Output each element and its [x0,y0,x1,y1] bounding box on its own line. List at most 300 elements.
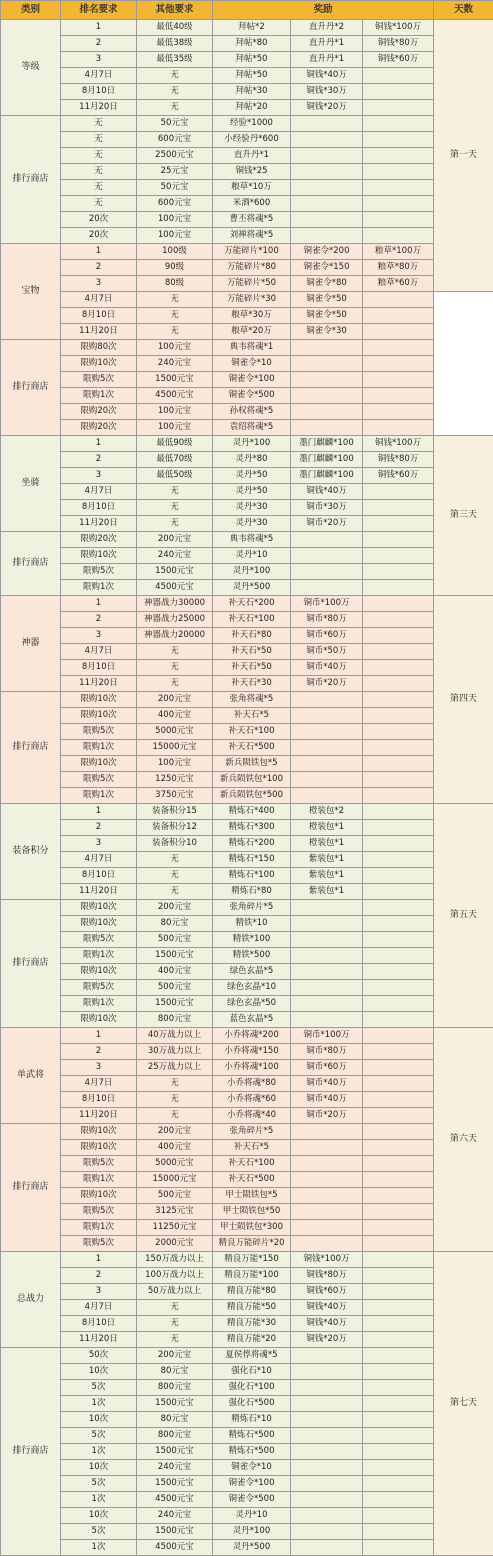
reward-cell [291,388,363,404]
category-cell: 神器 [1,596,61,692]
reward-cell [363,1428,434,1444]
table-row [1,740,493,756]
reward-cell: 铜雀令*30 [291,324,363,340]
rank-cell: 无 [61,148,137,164]
table-row [1,100,493,116]
requirement-cell: 240元宝 [137,356,213,372]
rank-cell: 限购5次 [61,980,137,996]
reward-cell: 拜帖*80 [213,36,291,52]
rank-cell: 2 [61,820,137,836]
table-row [1,388,493,404]
requirement-cell: 无 [137,308,213,324]
reward-cell: 拜帖*50 [213,52,291,68]
header-reward: 奖励 [213,1,434,20]
reward-cell [291,212,363,228]
rank-cell: 8月10日 [61,500,137,516]
table-row [1,308,493,324]
reward-cell [363,1124,434,1140]
reward-cell [291,1140,363,1156]
reward-cell [363,772,434,788]
reward-cell: 铜钱*60万 [291,1284,363,1300]
reward-cell: 张角将魂*5 [213,692,291,708]
reward-cell [291,964,363,980]
table-row [1,932,493,948]
requirement-cell: 无 [137,84,213,100]
requirement-cell: 200元宝 [137,1348,213,1364]
reward-cell [363,612,434,628]
rank-cell: 1 [61,436,137,452]
reward-cell [291,404,363,420]
requirement-cell: 100元宝 [137,420,213,436]
reward-cell [291,116,363,132]
requirement-cell: 5000元宝 [137,1156,213,1172]
reward-cell: 粮草*80万 [363,260,434,276]
reward-cell [363,868,434,884]
table-row [1,1348,493,1364]
requirement-cell: 800元宝 [137,1380,213,1396]
rank-cell: 限购1次 [61,948,137,964]
requirement-cell: 最低90级 [137,436,213,452]
table-row [1,1412,493,1428]
reward-cell: 典韦将魂*1 [213,340,291,356]
reward-cell: 铜币*50万 [291,644,363,660]
requirement-cell: 80元宝 [137,916,213,932]
reward-cell [363,1188,434,1204]
rank-cell: 2 [61,1044,137,1060]
reward-cell: 孙权将魂*5 [213,404,291,420]
reward-cell: 补天石*30 [213,676,291,692]
table-row [1,164,493,180]
requirement-cell: 40万战力以上 [137,1028,213,1044]
reward-cell [363,1268,434,1284]
category-cell: 排行商店 [1,116,61,244]
reward-cell: 精炼石*400 [213,804,291,820]
table-row [1,996,493,1012]
rank-cell: 无 [61,180,137,196]
rank-cell: 限购20次 [61,532,137,548]
requirement-cell: 25元宝 [137,164,213,180]
reward-cell: 粮草*100万 [363,244,434,260]
rank-cell: 限购10次 [61,708,137,724]
reward-cell [363,644,434,660]
requirement-cell: 无 [137,516,213,532]
requirement-cell: 装备积分12 [137,820,213,836]
reward-cell: 铜币*80万 [291,1044,363,1060]
rank-cell: 3 [61,628,137,644]
reward-cell [363,1300,434,1316]
reward-cell [363,1460,434,1476]
requirement-cell: 5000元宝 [137,724,213,740]
reward-cell: 蓝色玄晶*5 [213,1012,291,1028]
rank-cell: 20次 [61,228,137,244]
reward-cell [291,1348,363,1364]
requirement-cell: 1250元宝 [137,772,213,788]
reward-cell: 铜币*60万 [291,1060,363,1076]
rank-cell: 1次 [61,1444,137,1460]
reward-cell [363,1396,434,1412]
reward-cell: 补天石*50 [213,644,291,660]
requirement-cell: 500元宝 [137,932,213,948]
rank-cell: 8月10日 [61,308,137,324]
reward-cell [363,916,434,932]
reward-cell [291,724,363,740]
table-row [1,420,493,436]
requirement-cell: 无 [137,868,213,884]
reward-cell: 直升丹*2 [291,20,363,36]
reward-cell: 灵丹*10 [213,548,291,564]
requirement-cell: 4500元宝 [137,1492,213,1508]
reward-cell [363,1060,434,1076]
requirement-cell: 25万战力以上 [137,1060,213,1076]
reward-cell [363,996,434,1012]
reward-cell [363,1508,434,1524]
reward-cell: 铜钱*20万 [291,1332,363,1348]
reward-cell: 墨门麒麟*100 [291,452,363,468]
table-row [1,1508,493,1524]
reward-cell [363,1316,434,1332]
table-row [1,1012,493,1028]
reward-cell [291,1220,363,1236]
requirement-cell: 600元宝 [137,196,213,212]
table-row [1,660,493,676]
reward-cell [291,1124,363,1140]
category-cell: 单武将 [1,1028,61,1124]
reward-cell: 铜钱*100万 [363,436,434,452]
reward-cell [291,1444,363,1460]
table-row [1,1524,493,1540]
reward-cell [291,996,363,1012]
reward-cell: 铜钱*40万 [291,1316,363,1332]
reward-cell: 精良万能*100 [213,1268,291,1284]
table-row [1,1140,493,1156]
requirement-cell: 50元宝 [137,116,213,132]
requirement-cell: 100元宝 [137,212,213,228]
reward-cell: 精良万能碎片*20 [213,1236,291,1252]
reward-cell [291,740,363,756]
table-row [1,1444,493,1460]
reward-cell: 铜雀令*50 [291,308,363,324]
table-row [1,468,493,484]
reward-cell [363,580,434,596]
reward-cell [363,964,434,980]
reward-cell: 小乔将魂*200 [213,1028,291,1044]
requirement-cell: 1500元宝 [137,996,213,1012]
requirement-cell: 3750元宝 [137,788,213,804]
reward-cell: 灵丹*10 [213,1508,291,1524]
reward-cell: 精炼石*80 [213,884,291,900]
table-row [1,276,493,292]
reward-cell: 新兵陨铁包*500 [213,788,291,804]
requirement-cell: 无 [137,644,213,660]
requirement-cell: 50万战力以上 [137,1284,213,1300]
table-row [1,1044,493,1060]
reward-cell: 铜钱*80万 [363,452,434,468]
day-cell: 第七天 [434,1252,493,1556]
requirement-cell: 最低40级 [137,20,213,36]
requirement-cell: 100级 [137,244,213,260]
reward-cell [363,228,434,244]
header-category: 类别 [1,1,61,20]
reward-cell [291,1204,363,1220]
reward-cell [363,1236,434,1252]
reward-cell: 精良万能*150 [213,1252,291,1268]
requirement-cell: 无 [137,1092,213,1108]
reward-cell: 铜雀令*100 [213,372,291,388]
reward-cell: 曹丕将魂*5 [213,212,291,228]
reward-cell: 粮草*10万 [213,180,291,196]
reward-cell: 经验*1000 [213,116,291,132]
reward-cell [363,180,434,196]
table-row [1,68,493,84]
requirement-cell: 11250元宝 [137,1220,213,1236]
reward-cell [291,1172,363,1188]
category-cell: 装备积分 [1,804,61,900]
reward-cell: 补天石*100 [213,1156,291,1172]
table-row [1,1236,493,1252]
table-row [1,36,493,52]
reward-cell [363,1348,434,1364]
requirement-cell: 1500元宝 [137,564,213,580]
table-row [1,804,493,820]
requirement-cell: 无 [137,68,213,84]
rank-cell: 3 [61,276,137,292]
table-row [1,1220,493,1236]
rank-cell: 4月7日 [61,68,137,84]
reward-cell [363,500,434,516]
rank-cell: 限购1次 [61,1220,137,1236]
rank-cell: 限购1次 [61,996,137,1012]
reward-cell [363,324,434,340]
requirement-cell: 30万战力以上 [137,1044,213,1060]
table-row [1,1124,493,1140]
reward-cell: 万能碎片*80 [213,260,291,276]
table-row [1,212,493,228]
reward-cell: 小乔将魂*80 [213,1076,291,1092]
table-row [1,724,493,740]
reward-cell [363,1076,434,1092]
reward-cell [291,1508,363,1524]
reward-cell: 铜钱*25 [213,164,291,180]
reward-cell [291,1540,363,1556]
reward-cell: 铜币*100万 [291,596,363,612]
requirement-cell: 无 [137,500,213,516]
reward-cell [363,116,434,132]
reward-cell: 灵丹*500 [213,1540,291,1556]
rank-cell: 限购5次 [61,724,137,740]
reward-cell [363,372,434,388]
reward-cell: 刘禅将魂*5 [213,228,291,244]
table-row [1,692,493,708]
table-row [1,52,493,68]
rank-cell: 2 [61,612,137,628]
table-row [1,548,493,564]
reward-cell [363,100,434,116]
reward-cell: 精炼石*10 [213,1412,291,1428]
requirement-cell: 4500元宝 [137,1540,213,1556]
rank-cell: 限购10次 [61,1188,137,1204]
reward-cell: 紫装包*1 [291,884,363,900]
reward-cell [363,1012,434,1028]
reward-cell: 夏侯惇将魂*5 [213,1348,291,1364]
reward-cell: 铜雀令*80 [291,276,363,292]
reward-cell: 粮草*60万 [363,276,434,292]
category-cell: 排行商店 [1,1348,61,1556]
requirement-cell: 神器战力30000 [137,596,213,612]
requirement-cell: 最低38级 [137,36,213,52]
requirement-cell: 200元宝 [137,1124,213,1140]
reward-cell: 拜帖*50 [213,68,291,84]
reward-cell: 精炼石*500 [213,1444,291,1460]
reward-cell: 铜雀令*100 [213,1476,291,1492]
reward-cell: 铜雀令*10 [213,1460,291,1476]
table-row [1,404,493,420]
reward-cell: 新兵陨铁包*100 [213,772,291,788]
table-row [1,756,493,772]
reward-cell: 精炼石*200 [213,836,291,852]
table-row [1,612,493,628]
reward-cell: 精炼石*500 [213,1428,291,1444]
table-row [1,916,493,932]
reward-cell: 甲士陨铁包*5 [213,1188,291,1204]
reward-cell: 橙装包*2 [291,804,363,820]
reward-cell: 灵丹*50 [213,484,291,500]
rank-cell: 限购5次 [61,1156,137,1172]
reward-cell [291,420,363,436]
table-row [1,1156,493,1172]
reward-cell: 精良万能*50 [213,1300,291,1316]
reward-cell: 铜雀令*150 [291,260,363,276]
table-row [1,868,493,884]
requirement-cell: 80元宝 [137,1364,213,1380]
reward-cell: 橙装包*1 [291,820,363,836]
requirement-cell: 无 [137,292,213,308]
reward-cell [363,708,434,724]
rank-cell: 4月7日 [61,852,137,868]
table-row [1,676,493,692]
reward-cell: 强化石*500 [213,1396,291,1412]
reward-cell [363,596,434,612]
reward-cell [291,1188,363,1204]
requirement-cell: 4500元宝 [137,388,213,404]
reward-cell: 绿色玄晶*10 [213,980,291,996]
requirement-cell: 100元宝 [137,756,213,772]
reward-cell: 补天石*50 [213,660,291,676]
rank-cell: 8月10日 [61,1316,137,1332]
reward-cell [363,676,434,692]
reward-cell [291,164,363,180]
reward-cell: 补天石*200 [213,596,291,612]
reward-cell [291,580,363,596]
reward-cell: 袁绍将魂*5 [213,420,291,436]
category-cell: 排行商店 [1,532,61,596]
day-cell: 第四天 [434,596,493,804]
rank-cell: 1次 [61,1540,137,1556]
reward-cell: 铜钱*60万 [363,468,434,484]
reward-cell [291,1156,363,1172]
requirement-cell: 1500元宝 [137,1444,213,1460]
requirement-cell: 4500元宝 [137,580,213,596]
table-row [1,628,493,644]
rank-cell: 无 [61,196,137,212]
rank-cell: 1 [61,1028,137,1044]
table-row [1,948,493,964]
table-row [1,980,493,996]
rank-cell: 限购10次 [61,1012,137,1028]
table-row [1,1332,493,1348]
table-row [1,852,493,868]
reward-cell [363,724,434,740]
reward-cell [363,884,434,900]
table-row [1,1188,493,1204]
reward-cell: 拜帖*30 [213,84,291,100]
rank-cell: 无 [61,164,137,180]
table-row [1,1476,493,1492]
rank-cell: 限购5次 [61,372,137,388]
table-body [1,20,493,1556]
rank-cell: 11月20日 [61,1332,137,1348]
rank-cell: 11月20日 [61,324,137,340]
rank-cell: 限购10次 [61,1124,137,1140]
reward-cell: 铜币*80万 [291,612,363,628]
rank-cell: 无 [61,132,137,148]
reward-cell: 补天石*500 [213,740,291,756]
requirement-cell: 无 [137,100,213,116]
requirement-cell: 15000元宝 [137,1172,213,1188]
reward-cell: 铜雀令*50 [291,292,363,308]
reward-cell: 甲士陨铁包*50 [213,1204,291,1220]
requirement-cell: 1500元宝 [137,948,213,964]
reward-cell [291,340,363,356]
reward-cell [291,708,363,724]
category-cell: 总战力 [1,1252,61,1348]
rank-cell: 20次 [61,212,137,228]
reward-cell [363,1412,434,1428]
reward-cell: 铜钱*40万 [291,1300,363,1316]
reward-cell [291,148,363,164]
rank-cell: 11月20日 [61,100,137,116]
reward-cell [363,1284,434,1300]
header-row [1,1,493,20]
reward-cell: 灵丹*100 [213,1524,291,1540]
table-row [1,1252,493,1268]
reward-cell: 补天石*5 [213,1140,291,1156]
reward-cell: 铜雀令*200 [291,244,363,260]
reward-cell [363,820,434,836]
reward-cell [363,548,434,564]
rank-cell: 1 [61,804,137,820]
requirement-cell: 500元宝 [137,980,213,996]
reward-cell [363,1028,434,1044]
table-row [1,820,493,836]
requirement-cell: 400元宝 [137,708,213,724]
reward-cell: 灵丹*50 [213,468,291,484]
table-row [1,708,493,724]
reward-cell [363,1332,434,1348]
rank-cell: 限购1次 [61,740,137,756]
rank-cell: 11月20日 [61,1108,137,1124]
reward-cell [363,1108,434,1124]
reward-cell [363,388,434,404]
reward-cell: 直升丹*1 [291,52,363,68]
reward-cell [291,756,363,772]
reward-cell [363,148,434,164]
reward-cell: 补天石*500 [213,1172,291,1188]
rank-cell: 限购10次 [61,1140,137,1156]
table-row [1,516,493,532]
requirement-cell: 240元宝 [137,1508,213,1524]
category-cell: 排行商店 [1,900,61,1028]
table-row [1,484,493,500]
